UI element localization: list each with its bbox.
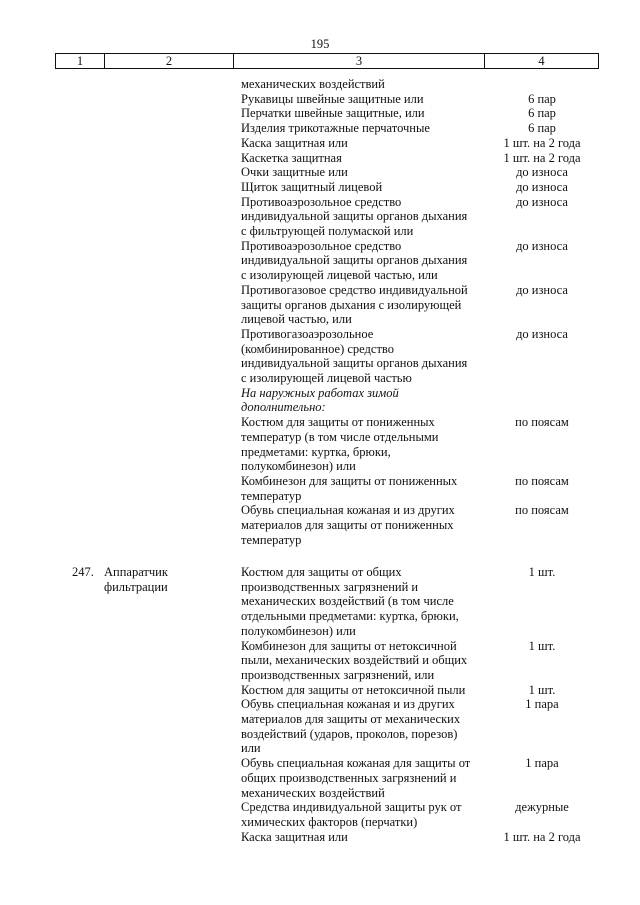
requirement-text: полукомбинезон) или — [241, 623, 356, 638]
requirement-text: температур — [241, 488, 302, 503]
requirement-text: (комбинированное) средство — [241, 341, 394, 356]
requirement-text: Изделия трикотажные перчаточные — [241, 121, 430, 136]
requirement-text: пыли, механических воздействий и общих — [241, 653, 468, 668]
requirement-text: отдельными предметами: куртка, брюки, — [241, 609, 459, 624]
requirement-text: химических факторов (перчатки) — [241, 814, 418, 829]
norm-quantity: 1 шт. на 2 года — [503, 829, 581, 844]
norm-quantity: до износа — [516, 326, 568, 341]
requirement-text: с изолирующей лицевой частью, или — [241, 268, 438, 283]
table-header-row — [56, 54, 599, 69]
requirement-text: с изолирующей лицевой частью — [241, 371, 412, 385]
requirement-text: Очки защитные или — [241, 165, 348, 180]
requirement-text: Противогазоаэрозольное — [241, 326, 374, 341]
column-4-header: 4 — [485, 54, 599, 69]
norm-quantity: до износа — [516, 165, 568, 180]
requirement-text: механических воздействий — [241, 77, 385, 91]
requirement-text: с фильтрующей полумаской или — [241, 224, 414, 238]
requirement-text: индивидуальной защиты органов дыхания — [241, 356, 468, 371]
requirement-text: индивидуальной защиты органов дыхания — [241, 209, 468, 224]
requirement-text: производственных загрязнений, или — [241, 667, 435, 682]
norm-quantity: до износа — [516, 238, 568, 253]
profession-line-2: фильтрации — [104, 579, 168, 594]
requirement-text: Костюм для защиты от пониженных — [241, 415, 435, 430]
norm-quantity: 1 пара — [525, 697, 559, 712]
requirement-text: Средства индивидуальной защиты рук от — [241, 800, 462, 815]
requirement-text: индивидуальной защиты органов дыхания — [241, 253, 468, 268]
requirement-text: Рукавицы швейные защитные или — [241, 91, 424, 106]
requirement-text: Каскетка защитная — [241, 150, 342, 165]
requirement-text: полукомбинезон) или — [241, 459, 356, 474]
requirement-text: Противоаэрозольное средство — [241, 238, 402, 253]
column-1-header: 1 — [56, 54, 105, 69]
requirement-text: На наружных работах зимой — [241, 385, 399, 400]
requirement-text: Противоаэрозольное средство — [241, 194, 402, 209]
norm-quantity: до износа — [516, 282, 568, 297]
norm-quantity: 1 шт. на 2 года — [503, 135, 581, 150]
requirement-text: Каска защитная или — [241, 135, 348, 150]
norm-quantity: 6 пар — [528, 91, 556, 106]
page-number: 195 — [310, 37, 330, 51]
requirement-text: или — [241, 741, 261, 756]
item-number: 247. — [72, 565, 94, 579]
requirement-text: Противогазовое средство индивидуальной — [241, 282, 468, 297]
requirement-text: Обувь специальная кожаная и из других — [241, 503, 455, 518]
requirement-text: защиты органов дыхания с изолирующей — [241, 297, 462, 312]
requirement-text: общих производственных загрязнений и — [241, 770, 457, 785]
norm-quantity: дежурные — [515, 800, 569, 815]
requirement-text: материалов для защиты от пониженных — [241, 518, 454, 532]
requirement-text: Комбинезон для защиты от нетоксичной — [241, 638, 457, 653]
requirement-text: материалов для защиты от механических — [241, 712, 461, 726]
norm-quantity: 1 шт. — [528, 682, 556, 697]
norm-quantity: 1 шт. на 2 года — [503, 150, 581, 165]
norm-quantity: до износа — [516, 179, 568, 194]
column-3-header: 3 — [234, 54, 485, 69]
requirement-text: Перчатки швейные защитные, или — [241, 106, 425, 121]
norm-quantity: по поясам — [515, 473, 569, 488]
norm-quantity: 1 пара — [525, 756, 559, 771]
requirement-text: воздействий (ударов, проколов, порезов) — [241, 726, 458, 741]
norm-quantity: до износа — [516, 194, 568, 209]
profession-line-1: Аппаратчик — [104, 565, 168, 579]
column-2-header: 2 — [105, 54, 234, 69]
requirement-text: лицевой частью, или — [241, 312, 352, 327]
requirement-text: температур (в том числе отдельными — [241, 429, 439, 444]
requirement-text: дополнительно: — [241, 400, 326, 415]
requirement-text: Обувь специальная кожаная и из других — [241, 697, 455, 712]
norm-quantity: 1 шт. — [528, 638, 556, 653]
norm-quantity: 1 шт. — [528, 565, 556, 579]
requirement-text: Комбинезон для защиты от пониженных — [241, 473, 458, 488]
norm-quantity: по поясам — [515, 415, 569, 430]
requirement-text: Каска защитная или — [241, 829, 348, 844]
requirement-text: механических воздействий — [241, 785, 385, 800]
norm-quantity: по поясам — [515, 503, 569, 518]
requirement-text: механических воздействий (в том числе — [241, 594, 454, 609]
requirement-text: производственных загрязнений и — [241, 579, 419, 594]
requirement-text: предметами: куртка, брюки, — [241, 444, 391, 459]
requirement-text: Обувь специальная кожаная для защиты от — [241, 756, 471, 771]
requirement-text: Костюм для защиты от нетоксичной пыли — [241, 682, 466, 697]
table-header — [55, 53, 599, 69]
requirement-text: Щиток защитный лицевой — [241, 179, 383, 194]
norm-quantity: 6 пар — [528, 121, 556, 136]
requirement-text: температур — [241, 532, 302, 547]
requirement-text: Костюм для защиты от общих — [241, 565, 402, 579]
norm-quantity: 6 пар — [528, 106, 556, 121]
